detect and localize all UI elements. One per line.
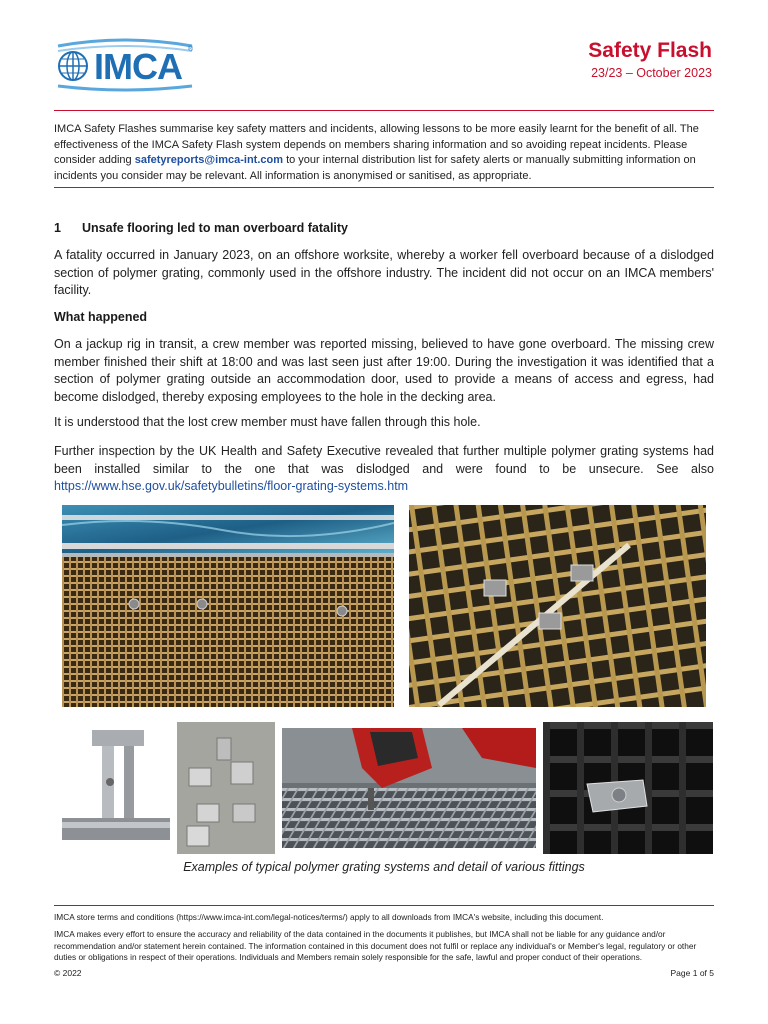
divider-top xyxy=(54,110,714,111)
paragraph-further-inspection xyxy=(54,443,714,496)
divider-footer xyxy=(54,905,714,906)
section-title: Unsafe flooring led to man overboard fatality xyxy=(82,221,349,235)
footer-terms: IMCA store terms and conditions (https://www.imca-int.com/legal-notices/terms/) apply to all downloads from IMCA's website, including this document. xyxy=(54,912,604,922)
photo-grating-clips xyxy=(177,722,275,854)
figure-caption: Examples of typical polymer grating systems and detail of various fittings xyxy=(183,860,585,874)
photo-clamp-fitting xyxy=(62,722,170,854)
copyright: © 2022 xyxy=(54,968,82,978)
photo-drill-on-grating xyxy=(282,728,536,848)
intro-text-end: to your internal distribution list for safety alerts or manually submitting information on incidents you consider may be relevant. All information is anonymised or sanitised, as appropriate. xyxy=(54,154,696,182)
page-title: Safety Flash xyxy=(588,39,712,62)
divider-intro xyxy=(54,187,714,188)
paragraph-lost-crew: It is understood that the lost crew member must have fallen through this hole. xyxy=(54,415,481,429)
paragraph-what-happened: On a jackup rig in transit, a crew member was reported missing, believed to have gone overboard. The missing crew member finished their shift at 18:00 and was last seen just after 19:00. During the investigation it was identified that a section of polymer grating outside an accommodation door, used to provide a means of access and egress, had become dislodged, thereby exposing employees to the hole in the decking area. xyxy=(54,337,714,404)
intro-paragraph xyxy=(54,122,714,184)
issue-date: 23/23 – October 2023 xyxy=(591,66,712,80)
registered-mark: ® xyxy=(188,46,194,53)
document-header xyxy=(588,38,712,80)
intro-text-start: IMCA Safety Flashes summarise key safety matters and incidents, allowing lessons to be more easily learnt for the benefit of all. The effectiveness of the IMCA Safety Flash system depends on members sharing information and so avoiding repeat incidents. Please consider adding xyxy=(54,123,699,167)
photo-grating-closeup xyxy=(409,505,706,707)
page-number: Page 1 of 5 xyxy=(670,968,714,978)
inspection-text: Further inspection by the UK Health and Safety Executive revealed that further multiple polymer grating systems had been installed similar to the one that was dislodged and were found to be unsecure. See also xyxy=(54,444,714,476)
hse-bulletin-link[interactable]: https://www.hse.gov.uk/safetybulletins/floor-grating-systems.htm xyxy=(54,479,409,494)
photo-grating-over-sea xyxy=(62,505,394,707)
photo-black-grating-clip xyxy=(543,722,713,854)
imca-logo xyxy=(54,36,196,92)
what-happened-heading: What happened xyxy=(54,310,148,324)
footer-bottom-row xyxy=(54,968,714,978)
section-heading xyxy=(54,221,348,235)
paragraph-intro: A fatality occurred in January 2023, on an offshore worksite, whereby a worker fell overboard because of a dislodged section of polymer grating, commonly used in the offshore industry. The incident did not occur on an IMCA members' facility. xyxy=(54,248,714,298)
logo-wordmark: IMCA xyxy=(94,46,182,87)
section-number: 1 xyxy=(54,221,61,235)
footer-disclaimer: IMCA makes every effort to ensure the accuracy and reliability of the data contained in the documents it publishes, but IMCA shall not be liable for any guidance and/or recommendation and/or statement herein contained. The information contained in this document does not fulfil or replace any individual's or Member's legal, regulatory or other duties or obligations in respect of their operations. Individuals and Members remain solely responsible for the safe, lawful and proper conduct of their operations. xyxy=(54,929,697,963)
safety-email-link[interactable]: safetyreports@imca-int.com xyxy=(134,154,284,167)
